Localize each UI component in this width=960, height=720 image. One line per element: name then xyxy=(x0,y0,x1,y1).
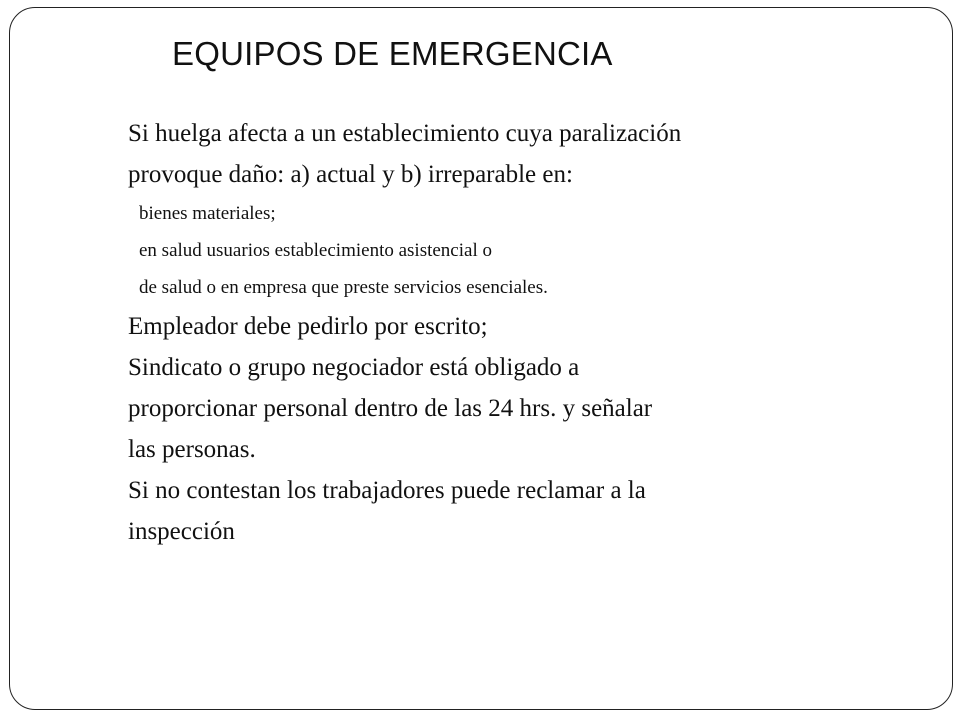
body-line: Sindicato o grupo negociador está obligado a xyxy=(128,354,580,381)
sub-line: bienes materiales; xyxy=(139,203,276,224)
body-line: Si no contestan los trabajadores puede reclamar a la xyxy=(128,477,646,504)
sub-line: en salud usuarios establecimiento asistencial o xyxy=(139,240,492,261)
body-line: Empleador debe pedirlo por escrito; xyxy=(128,313,488,340)
body-line: inspección xyxy=(128,518,235,545)
body-line: las personas. xyxy=(128,436,256,463)
body-line: Si huelga afecta a un establecimiento cuya paralización xyxy=(128,120,682,147)
slide-body xyxy=(128,113,918,552)
body-line: provoque daño: a) actual y b) irreparable en: xyxy=(128,161,573,188)
sub-line: de salud o en empresa que preste servicios esenciales. xyxy=(139,277,548,298)
slide-title: EQUIPOS DE EMERGENCIA xyxy=(172,35,613,72)
body-line: proporcionar personal dentro de las 24 hrs. y señalar xyxy=(128,395,653,422)
